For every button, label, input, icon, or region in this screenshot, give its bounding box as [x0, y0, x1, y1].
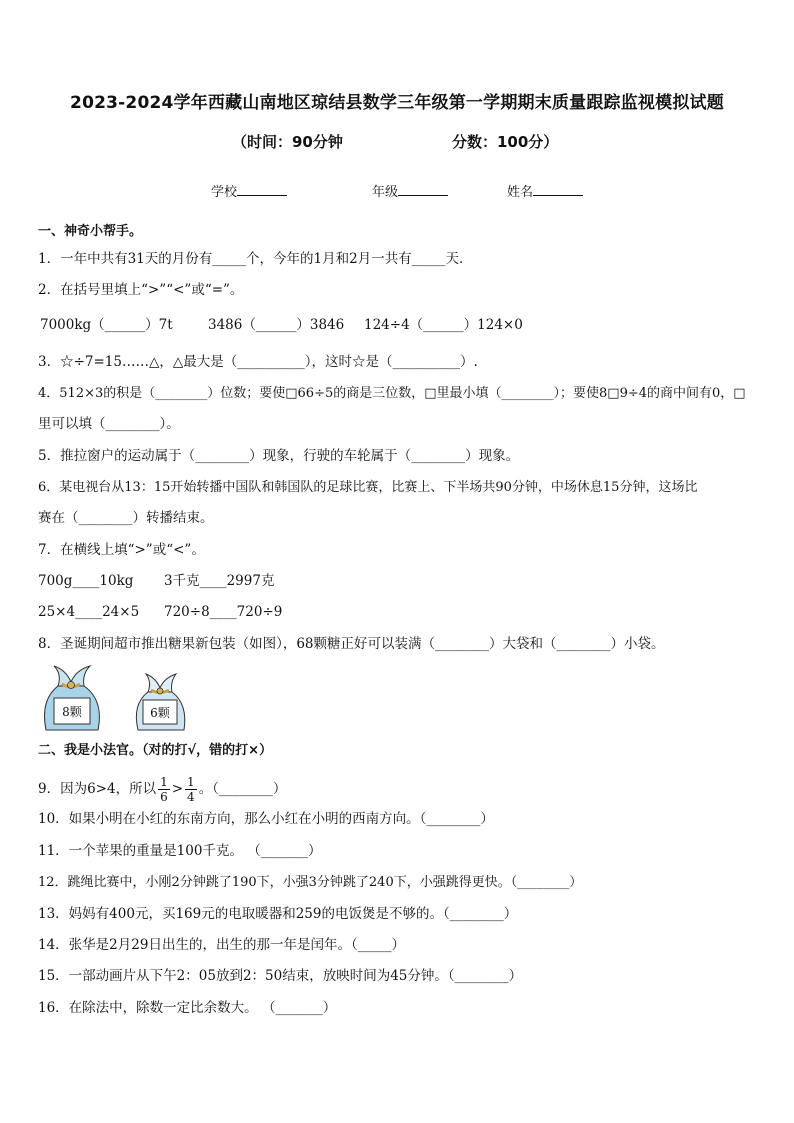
- name-label: 姓名: [507, 185, 534, 200]
- school-blank: [237, 181, 287, 196]
- question-10: 10．如果小明在小红的东南方向，那么小红在小明的西南方向。（________）: [38, 811, 494, 827]
- small-bag-label: 6颗: [150, 706, 170, 720]
- q7-item-2: 3千克____2997克: [164, 573, 275, 589]
- school-label: 学校: [211, 185, 238, 200]
- question-11: 11．一个苹果的重量是100千克。 （_______）: [38, 843, 322, 859]
- page-title: 2023-2024学年西藏山南地区琼结县数学三年级第一学期期末质量跟踪监视模拟试题: [70, 93, 724, 113]
- q7-item-1: 700g____10kg: [38, 573, 134, 589]
- name-blank: [533, 181, 583, 196]
- name-field: [507, 181, 583, 200]
- question-9: [38, 772, 764, 806]
- q7-item-4: 720÷8____720÷9: [164, 604, 283, 620]
- q9-suffix: 。（________）: [198, 781, 287, 797]
- question-15: 15．一部动画片从下午2：05放到2：50结束，放映时间为45分钟。（________）: [38, 968, 523, 984]
- question-4-cont: 里可以填（________）。: [38, 416, 180, 432]
- question-7: 7．在横线上填“>”或“<”。: [38, 542, 205, 558]
- question-14: 14．张华是2月29日出生的，出生的那一年是闰年。（_____）: [38, 937, 405, 953]
- question-16: 16．在除法中，除数一定比余数大。 （_______）: [38, 1000, 337, 1016]
- candy-bags-illustration: [36, 660, 216, 735]
- question-1: 1．一年中共有31天的月份有_____个，今年的1月和2月一共有_____天．: [38, 251, 473, 267]
- q9-frac2-den: 4: [187, 790, 195, 804]
- q9-fraction-1: [158, 775, 170, 804]
- grade-blank: [398, 181, 448, 196]
- question-6: 6．某电视台从13：15开始转播中国队和韩国队的足球比赛，比赛上、下半场共90分钟，中场休息15分钟，这场比: [38, 480, 698, 495]
- grade-field: [372, 181, 448, 200]
- question-5: 5．推拉窗户的运动属于（________）现象，行驶的车轮属于（________）现象。: [38, 448, 520, 464]
- q9-frac1-den: 6: [160, 790, 168, 804]
- question-6-cont: 赛在（________）转播结束。: [38, 510, 214, 526]
- question-4: 4．512×3的积是（________）位数；要使□66÷5的商是三位数，□里最小填（________）；要使8□9÷4的商中间有0，□: [38, 386, 746, 401]
- q9-frac1-num: 1: [160, 775, 168, 789]
- grade-label: 年级: [372, 185, 399, 200]
- question-3: 3．☆÷7=15……△，△最大是（__________），这时☆是（__________）.: [38, 354, 478, 370]
- q7-item-3: 25×4____24×5: [38, 604, 140, 620]
- total-score: 分数：100分）: [452, 133, 559, 151]
- school-field: [211, 181, 287, 200]
- time-limit: （时间：90分钟: [232, 133, 343, 151]
- q2-item-3: 124÷4（______）124×0: [364, 317, 523, 333]
- q2-item-2: 3486（______）3846: [208, 317, 345, 333]
- question-12: 12．跳绳比赛中，小刚2分钟跳了190下，小强3分钟跳了240下，小强跳得更快。（________）: [38, 875, 583, 890]
- candy-bag-icons: [36, 660, 216, 735]
- q9-fraction-2: [185, 775, 197, 804]
- q2-item-1: 7000kg（______）7t: [40, 317, 173, 333]
- question-2: 2．在括号里填上“>”“<”或“=”。: [38, 282, 244, 298]
- large-bag-label: 8颗: [62, 705, 82, 719]
- q9-operator: >: [171, 781, 184, 797]
- question-13: 13．妈妈有400元，买169元的电取暖器和259的电饭煲是不够的。（________）: [38, 906, 518, 922]
- question-8: 8．圣诞期间超市推出糖果新包装（如图），68颗糖正好可以装满（________）大袋和（________）小袋。: [38, 636, 665, 652]
- small-candy-bag-icon: [136, 674, 184, 730]
- large-candy-bag-icon: [45, 666, 100, 730]
- section-heading-2: 二、我是小法官。（对的打√，错的打×）: [38, 743, 273, 758]
- q9-prefix: 9．因为6>4，所以: [38, 781, 157, 797]
- section-heading-1: 一、神奇小帮手。: [38, 224, 143, 239]
- q9-frac2-num: 1: [187, 775, 195, 789]
